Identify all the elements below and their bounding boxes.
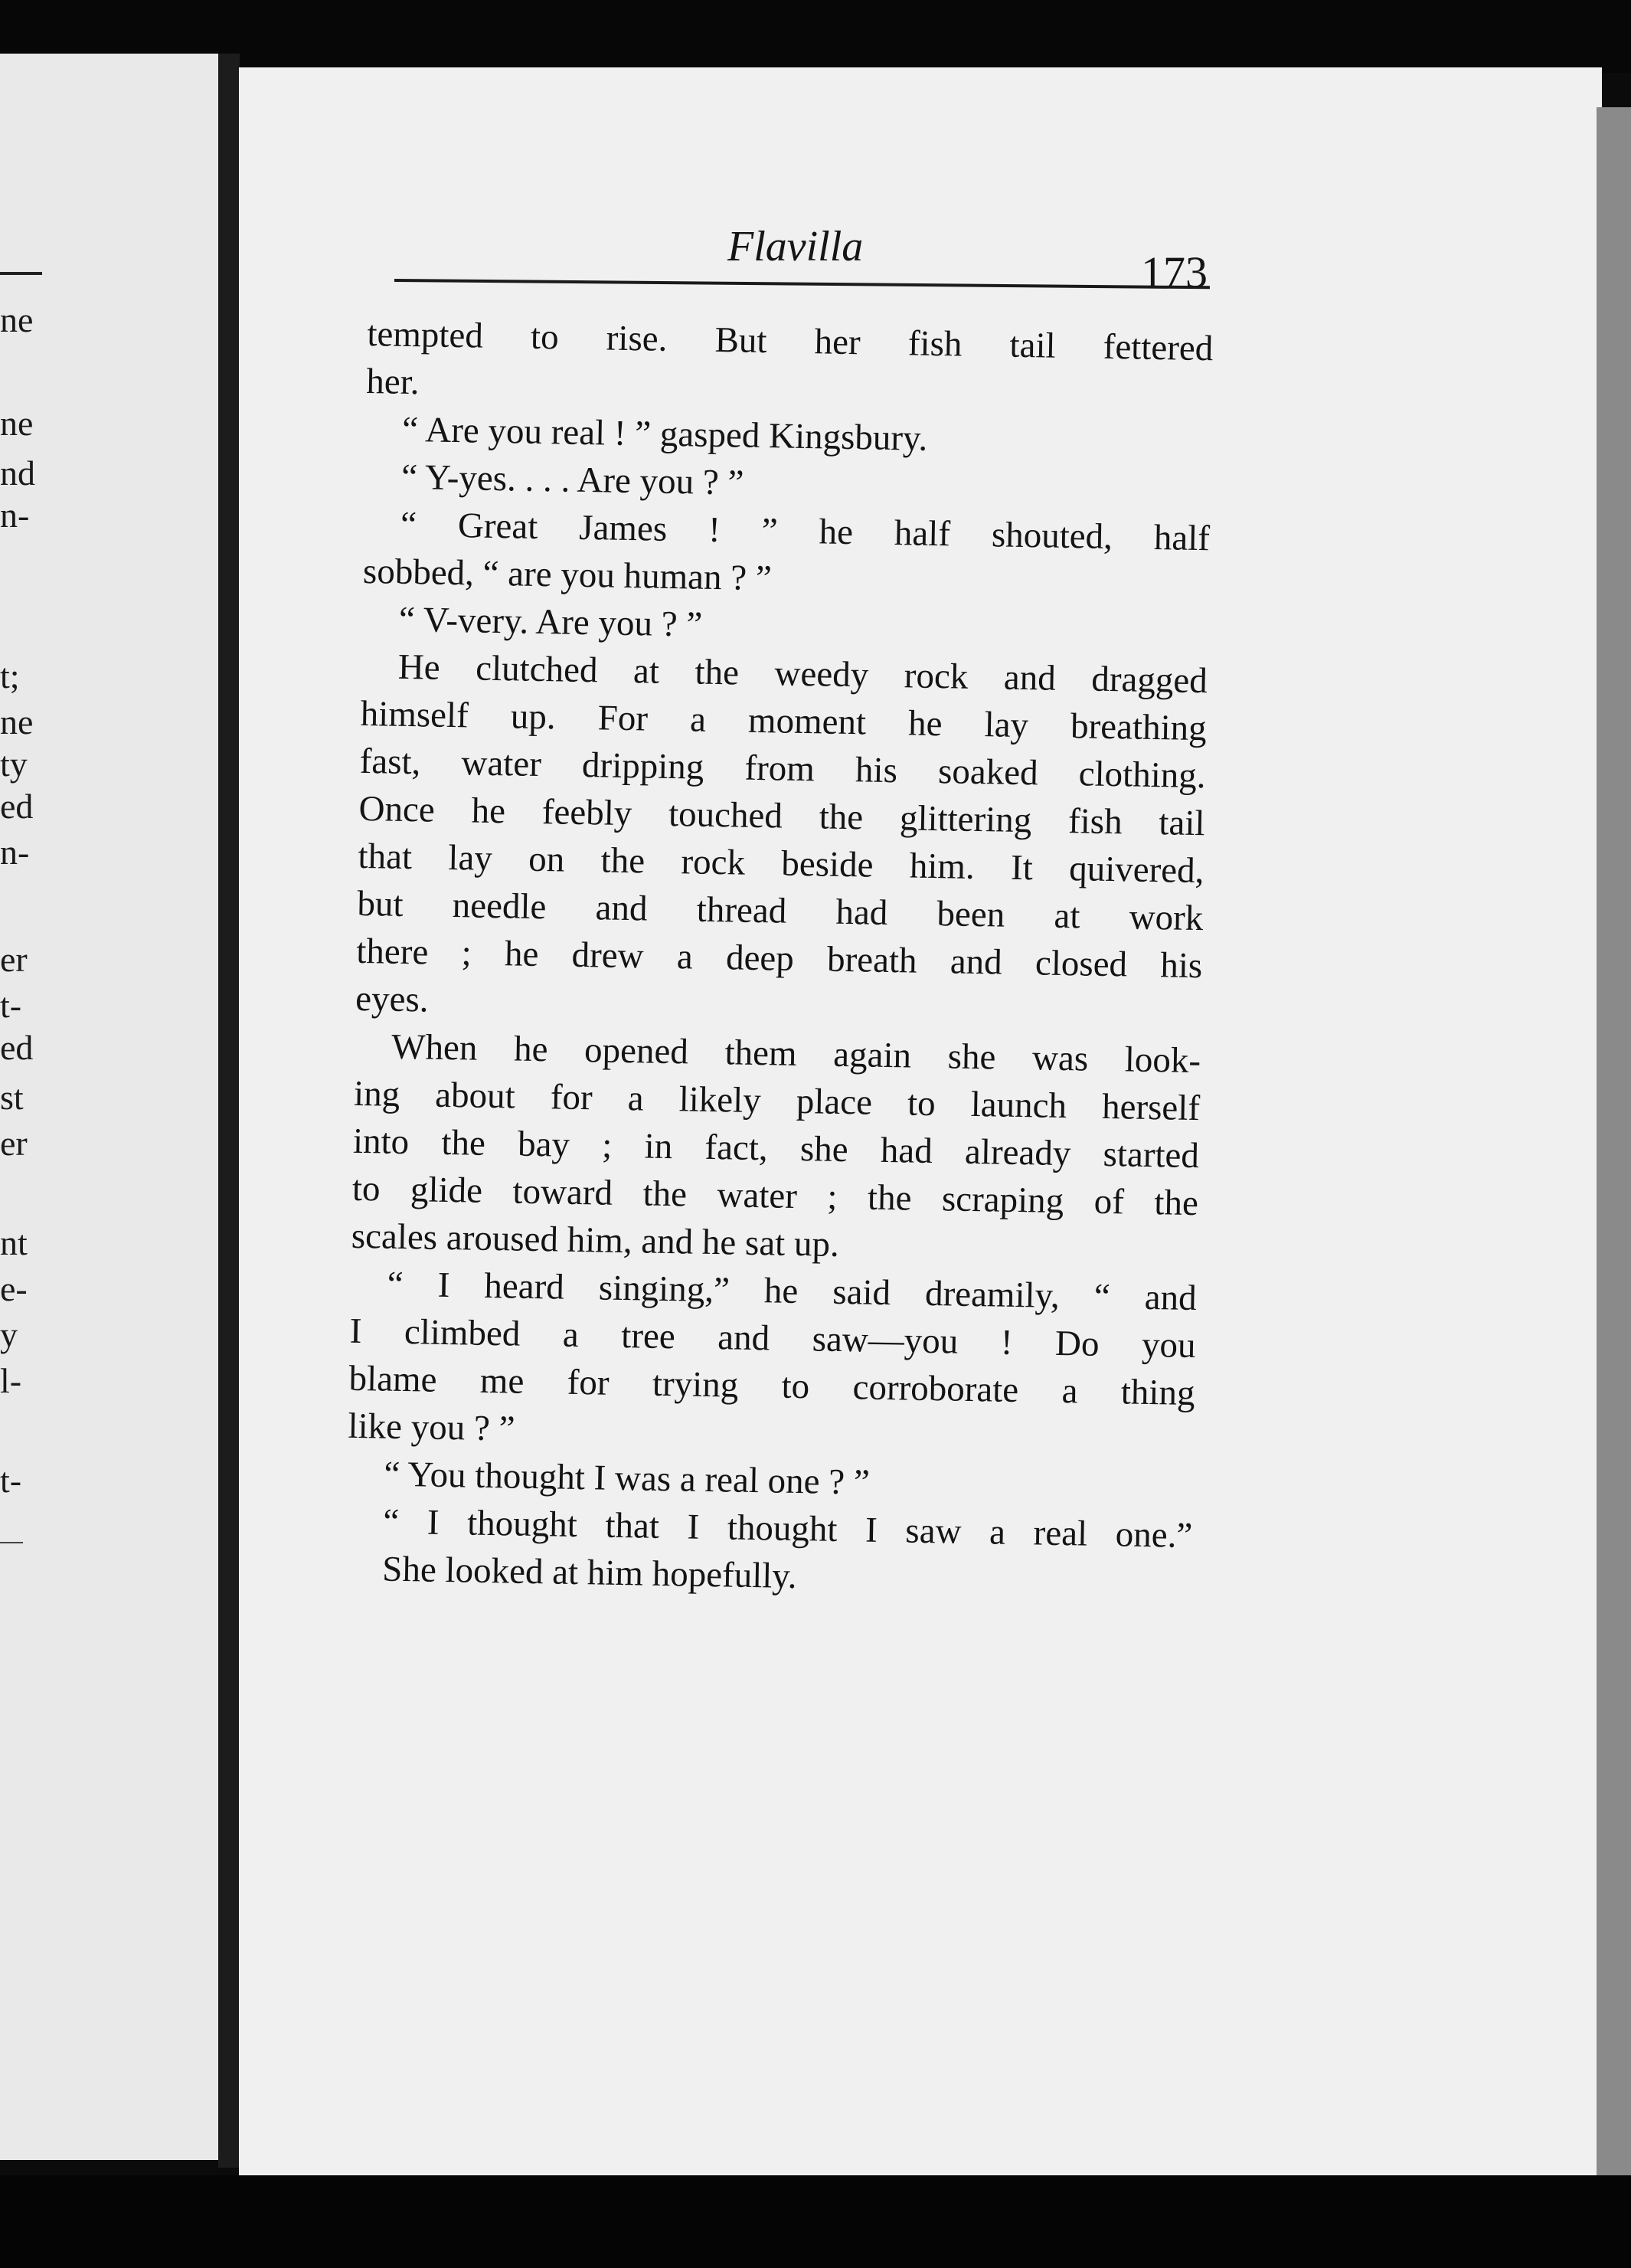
- text-line: “ V-very. Are you ? ”: [398, 599, 703, 645]
- text-line: “ Are you real ! ” gasped Kingsbury.: [401, 409, 928, 459]
- text-line: tempted to rise. But her fish tail fettered: [367, 313, 1214, 369]
- text-line: but needle and thread had been at work: [357, 883, 1204, 939]
- text-line: Once he feebly touched the glittering fish tail: [358, 788, 1205, 844]
- text-line: there ; he drew a deep breath and closed his: [355, 931, 1203, 987]
- facing-page-fragment: ed: [0, 787, 34, 826]
- text-line: “ I thought that I thought I saw a real one.”: [382, 1501, 1193, 1556]
- facing-page-fragment: y: [0, 1315, 18, 1354]
- facing-page-fragment: nt: [0, 1223, 28, 1262]
- text-line: eyes.: [355, 978, 430, 1020]
- text-line: “ Great James ! ” he half shouted, half: [400, 504, 1211, 559]
- facing-page-rule: [0, 272, 42, 275]
- facing-page-bottom-rule: [0, 1542, 23, 1543]
- facing-page-fragment: nd: [0, 453, 35, 493]
- text-line: sobbed, “ are you human ? ”: [362, 551, 773, 599]
- scan-top-border: [0, 0, 1631, 73]
- text-line: “ I heard singing,” he said dreamily, “ and: [387, 1264, 1198, 1319]
- text-line: her.: [365, 361, 420, 403]
- facing-page-fragment: n-: [0, 496, 30, 535]
- text-line: fast, water dripping from his soaked clothing.: [359, 741, 1207, 797]
- facing-page-fragment: t;: [0, 656, 20, 695]
- facing-page-fragment: ne: [0, 404, 34, 443]
- facing-page-fragment: e-: [0, 1269, 28, 1308]
- facing-page-fragment: ed: [0, 1028, 34, 1067]
- page-edge: [1597, 107, 1631, 2175]
- text-line: to glide toward the water ; the scraping of the: [351, 1168, 1199, 1224]
- facing-page-fragment: t-: [0, 986, 22, 1025]
- facing-page-fragment: er: [0, 940, 28, 979]
- facing-page-fragment: ne: [0, 702, 34, 741]
- page-number: 173: [1141, 247, 1208, 297]
- book-gutter: [218, 54, 240, 2168]
- facing-page-fragment: st: [0, 1078, 24, 1117]
- text-line: “ You thought I was a real one ? ”: [384, 1454, 871, 1503]
- text-line: ing about for a likely place to launch herself: [353, 1073, 1201, 1129]
- text-line: like you ? ”: [348, 1406, 515, 1449]
- text-line: scales aroused him, and he sat up.: [351, 1216, 840, 1265]
- scan-bottom-border: [0, 2175, 1631, 2268]
- body-text: [345, 310, 1214, 1607]
- text-line: I climbed a tree and saw—you ! Do you: [349, 1311, 1197, 1366]
- text-line: When he opened them again she was look-: [391, 1026, 1201, 1082]
- running-head: Flavilla: [727, 223, 864, 270]
- text-line: He clutched at the weedy rock and dragged: [397, 646, 1208, 702]
- facing-page-fragment: n-: [0, 833, 30, 872]
- facing-page-fragment: t-: [0, 1461, 22, 1500]
- facing-page: [0, 54, 222, 2160]
- facing-page-fragment: ty: [0, 745, 28, 784]
- facing-page-fragment: ne: [0, 300, 34, 339]
- text-line: She looked at him hopefully.: [381, 1549, 797, 1597]
- text-line: blame me for trying to corroborate a thing: [348, 1358, 1195, 1414]
- text-line: into the bay ; in fact, she had already started: [352, 1121, 1200, 1177]
- text-line: “ Y-yes. . . . Are you ? ”: [400, 457, 744, 503]
- facing-page-fragment: er: [0, 1124, 28, 1163]
- facing-page-fragment: l-: [0, 1361, 22, 1400]
- text-line: himself up. For a moment he lay breathing: [360, 693, 1208, 749]
- text-line: that lay on the rock beside him. It quivered,: [358, 836, 1204, 892]
